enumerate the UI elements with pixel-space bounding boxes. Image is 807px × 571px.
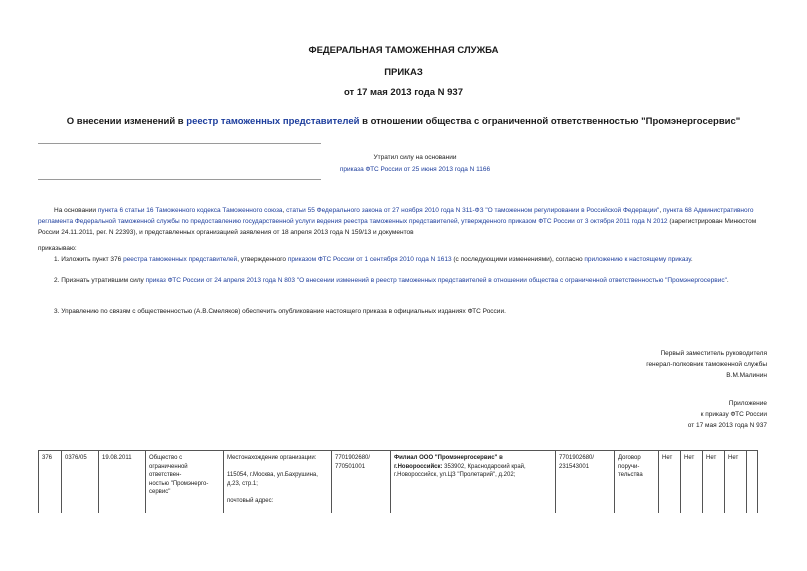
item1-text-d: . [690, 256, 693, 263]
customs-code-link[interactable]: пункта 6 статьи 16 Таможенного кодекса Таможенного союза [97, 207, 283, 214]
basis-suffix: (зарегистрирован Минюстом России 24.11.2011, рег. N 22393), и представленных организацией заявления от 18 апреля 2013 года N 159/13 и документов [38, 218, 757, 236]
registry-table [38, 450, 758, 513]
cell-certificate-number: 0376/05 [62, 451, 99, 514]
item1-appendix-link[interactable]: приложению к настоящему приказу [584, 256, 691, 263]
branch-name: Филиал ООО "Промэнергосервис" в г.Новороссийск: [394, 455, 503, 470]
appendix-date: от 17 мая 2013 года N 937 [687, 422, 767, 429]
cell-inclusion-date: 19.08.2011 [99, 451, 146, 514]
basis-sep-1: , [282, 207, 287, 214]
title-text-after: в отношении общества с ограниченной ответственностью "Промэнергосервис" [359, 116, 741, 127]
signature-position: Первый заместитель руководителя [660, 350, 767, 357]
document-title [0, 116, 807, 127]
item1-text-c: (с последующими изменениями), согласно [451, 256, 585, 263]
item1-registry-link[interactable]: реестра таможенных представителей [123, 256, 238, 263]
appendix-header [688, 398, 767, 431]
signature-block [646, 348, 767, 381]
cell-organization-name: Общество с ограниченной ответствен- ностью "Промэнерго- сервис" [146, 451, 224, 514]
appendix-label: Приложение [728, 400, 767, 407]
order-item-1 [38, 254, 769, 265]
cell-registry-number: 376 [39, 451, 62, 514]
basis-sep-2: , [659, 207, 663, 214]
item2-text-a: 2. Признать утратившим силу [54, 277, 146, 284]
order-item-3: 3. Управлению по связям с общественностью (А.В.Смеляков) обеспечить опубликование настоящего приказа в официальных изданиях ФТС России. [54, 308, 506, 315]
branch-address: 353902, Краснодарский край, г.Новороссийск, ул.ЦЗ "Пролетарий", д.202; [394, 463, 526, 478]
item2-order-link[interactable]: приказ ФТС России от 24 апреля 2013 года N 803 "О внесении изменений в реестр таможенных представителей в отношении общества с ограниченной ответственностью "Промэнергосервис" [145, 277, 727, 284]
table-row [39, 451, 758, 514]
cell-guarantee-type: Договор поручи- тельства [615, 451, 659, 514]
agency-name: ФЕДЕРАЛЬНАЯ ТАМОЖЕННАЯ СЛУЖБА [308, 45, 499, 56]
cell-flag-2: Нет [681, 451, 703, 514]
appendix-ref: к приказу ФТС России [700, 411, 767, 418]
cell-inn-kpp: 7701902680/ 770501001 [332, 451, 391, 514]
divider-top [38, 143, 321, 144]
title-text-before: О внесении изменений в [66, 116, 187, 127]
admin-regulation-link[interactable]: пункта 68 Административного регламента Федеральной таможенной службы по предоставлению государственной услуги ведения реестра таможенных представителей, утвержденного приказом ФТС России от 3 октября 2011 года N 2012 [38, 207, 754, 225]
cell-flag-1: Нет [659, 451, 681, 514]
order-word: приказываю: [38, 245, 77, 252]
signature-rank: генерал-полковник таможенной службы [646, 361, 767, 368]
lost-force-text: Утратил силу на основании [373, 154, 457, 161]
cell-branch-info [391, 451, 556, 514]
basis-prefix: На основании [54, 207, 98, 214]
cell-flag-3: Нет [703, 451, 725, 514]
lost-force-note [300, 152, 530, 176]
lost-force-link[interactable]: приказа ФТС России от 25 июня 2013 года N 1166 [339, 166, 491, 173]
document-type: ПРИКАЗ [384, 67, 423, 78]
document-date-number: от 17 мая 2013 года N 937 [343, 87, 464, 98]
federal-law-link[interactable]: статьи 55 Федерального закона от 27 ноября 2010 года N 311-ФЗ "О таможенном регулировании в Российской Федерации" [286, 207, 660, 214]
basis-paragraph [38, 205, 769, 238]
cell-branch-inn-kpp: 7701902680/ 231543001 [556, 451, 615, 514]
divider-bottom [38, 179, 321, 180]
order-item-2 [38, 275, 769, 286]
cell-empty [747, 451, 758, 514]
item2-text-b: . [726, 277, 729, 284]
item1-text-a: 1. Изложить пункт 376 [54, 256, 124, 263]
item1-text-b: , утвержденного [237, 256, 288, 263]
title-registry-link[interactable]: реестр таможенных представителей [186, 116, 360, 127]
cell-flag-4: Нет [725, 451, 747, 514]
cell-organization-address: Местонахождение организации: 115054, г.Москва, ул.Бахрушина, д.23, стр.1; почтовый адрес: [224, 451, 332, 514]
item1-order-link[interactable]: приказом ФТС России от 1 сентября 2010 года N 1613 [287, 256, 452, 263]
signature-name: В.М.Малинин [726, 372, 767, 379]
